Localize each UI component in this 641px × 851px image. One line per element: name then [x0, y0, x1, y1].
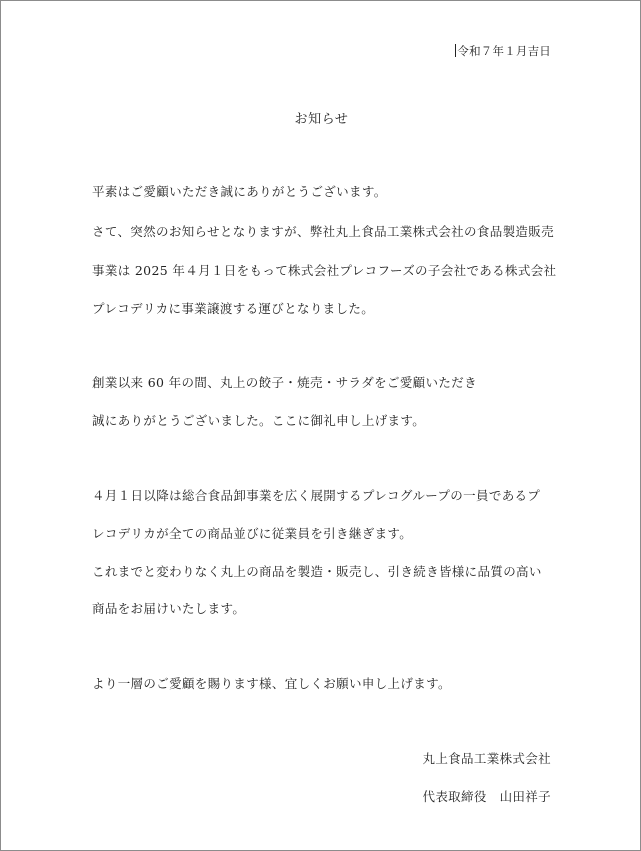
company-name: 丸上食品工業株式会社 [422, 751, 551, 766]
history-line-2: 誠にありがとうございました。ここに御礼申し上げます。 [92, 413, 426, 428]
closing-line: より一層のご愛顧を賜ります様、宜しくお願い申し上げます。 [92, 676, 451, 691]
future-line-3: これまでと変わりなく丸上の商品を製造・販売し、引き続き皆様に品質の高い [92, 564, 542, 579]
future-line-4: 商品をお届けいたします。 [92, 601, 246, 616]
transfer-line-2: 事業は 2025 年４月１日をもって株式会社プレコフーズの子会社である株式会社 [92, 263, 557, 278]
date-text: 令和７年１月吉日 [457, 44, 551, 58]
notice-title: お知らせ [294, 112, 349, 127]
history-line-1: 創業以来 60 年の間、丸上の餃子・焼売・サラダをご愛顧いただき [92, 375, 477, 390]
notice-date [455, 43, 551, 59]
future-line-1: ４月１日以降は総合食品卸事業を広く展開するプレコグループの一員であるプ [92, 488, 541, 503]
transfer-line-1: さて、突然のお知らせとなりますが、弊社丸上食品工業株式会社の食品製造販売 [92, 224, 554, 239]
greeting-line: 平素はご愛顧いただき誠にありがとうございます。 [92, 184, 387, 199]
representative-name: 代表取締役 山田祥子 [422, 789, 551, 804]
future-line-2: レコデリカが全ての商品並びに従業員を引き継ぎます。 [92, 526, 413, 541]
transfer-line-3: プレコデリカに事業譲渡する運びとなりました。 [92, 301, 375, 316]
